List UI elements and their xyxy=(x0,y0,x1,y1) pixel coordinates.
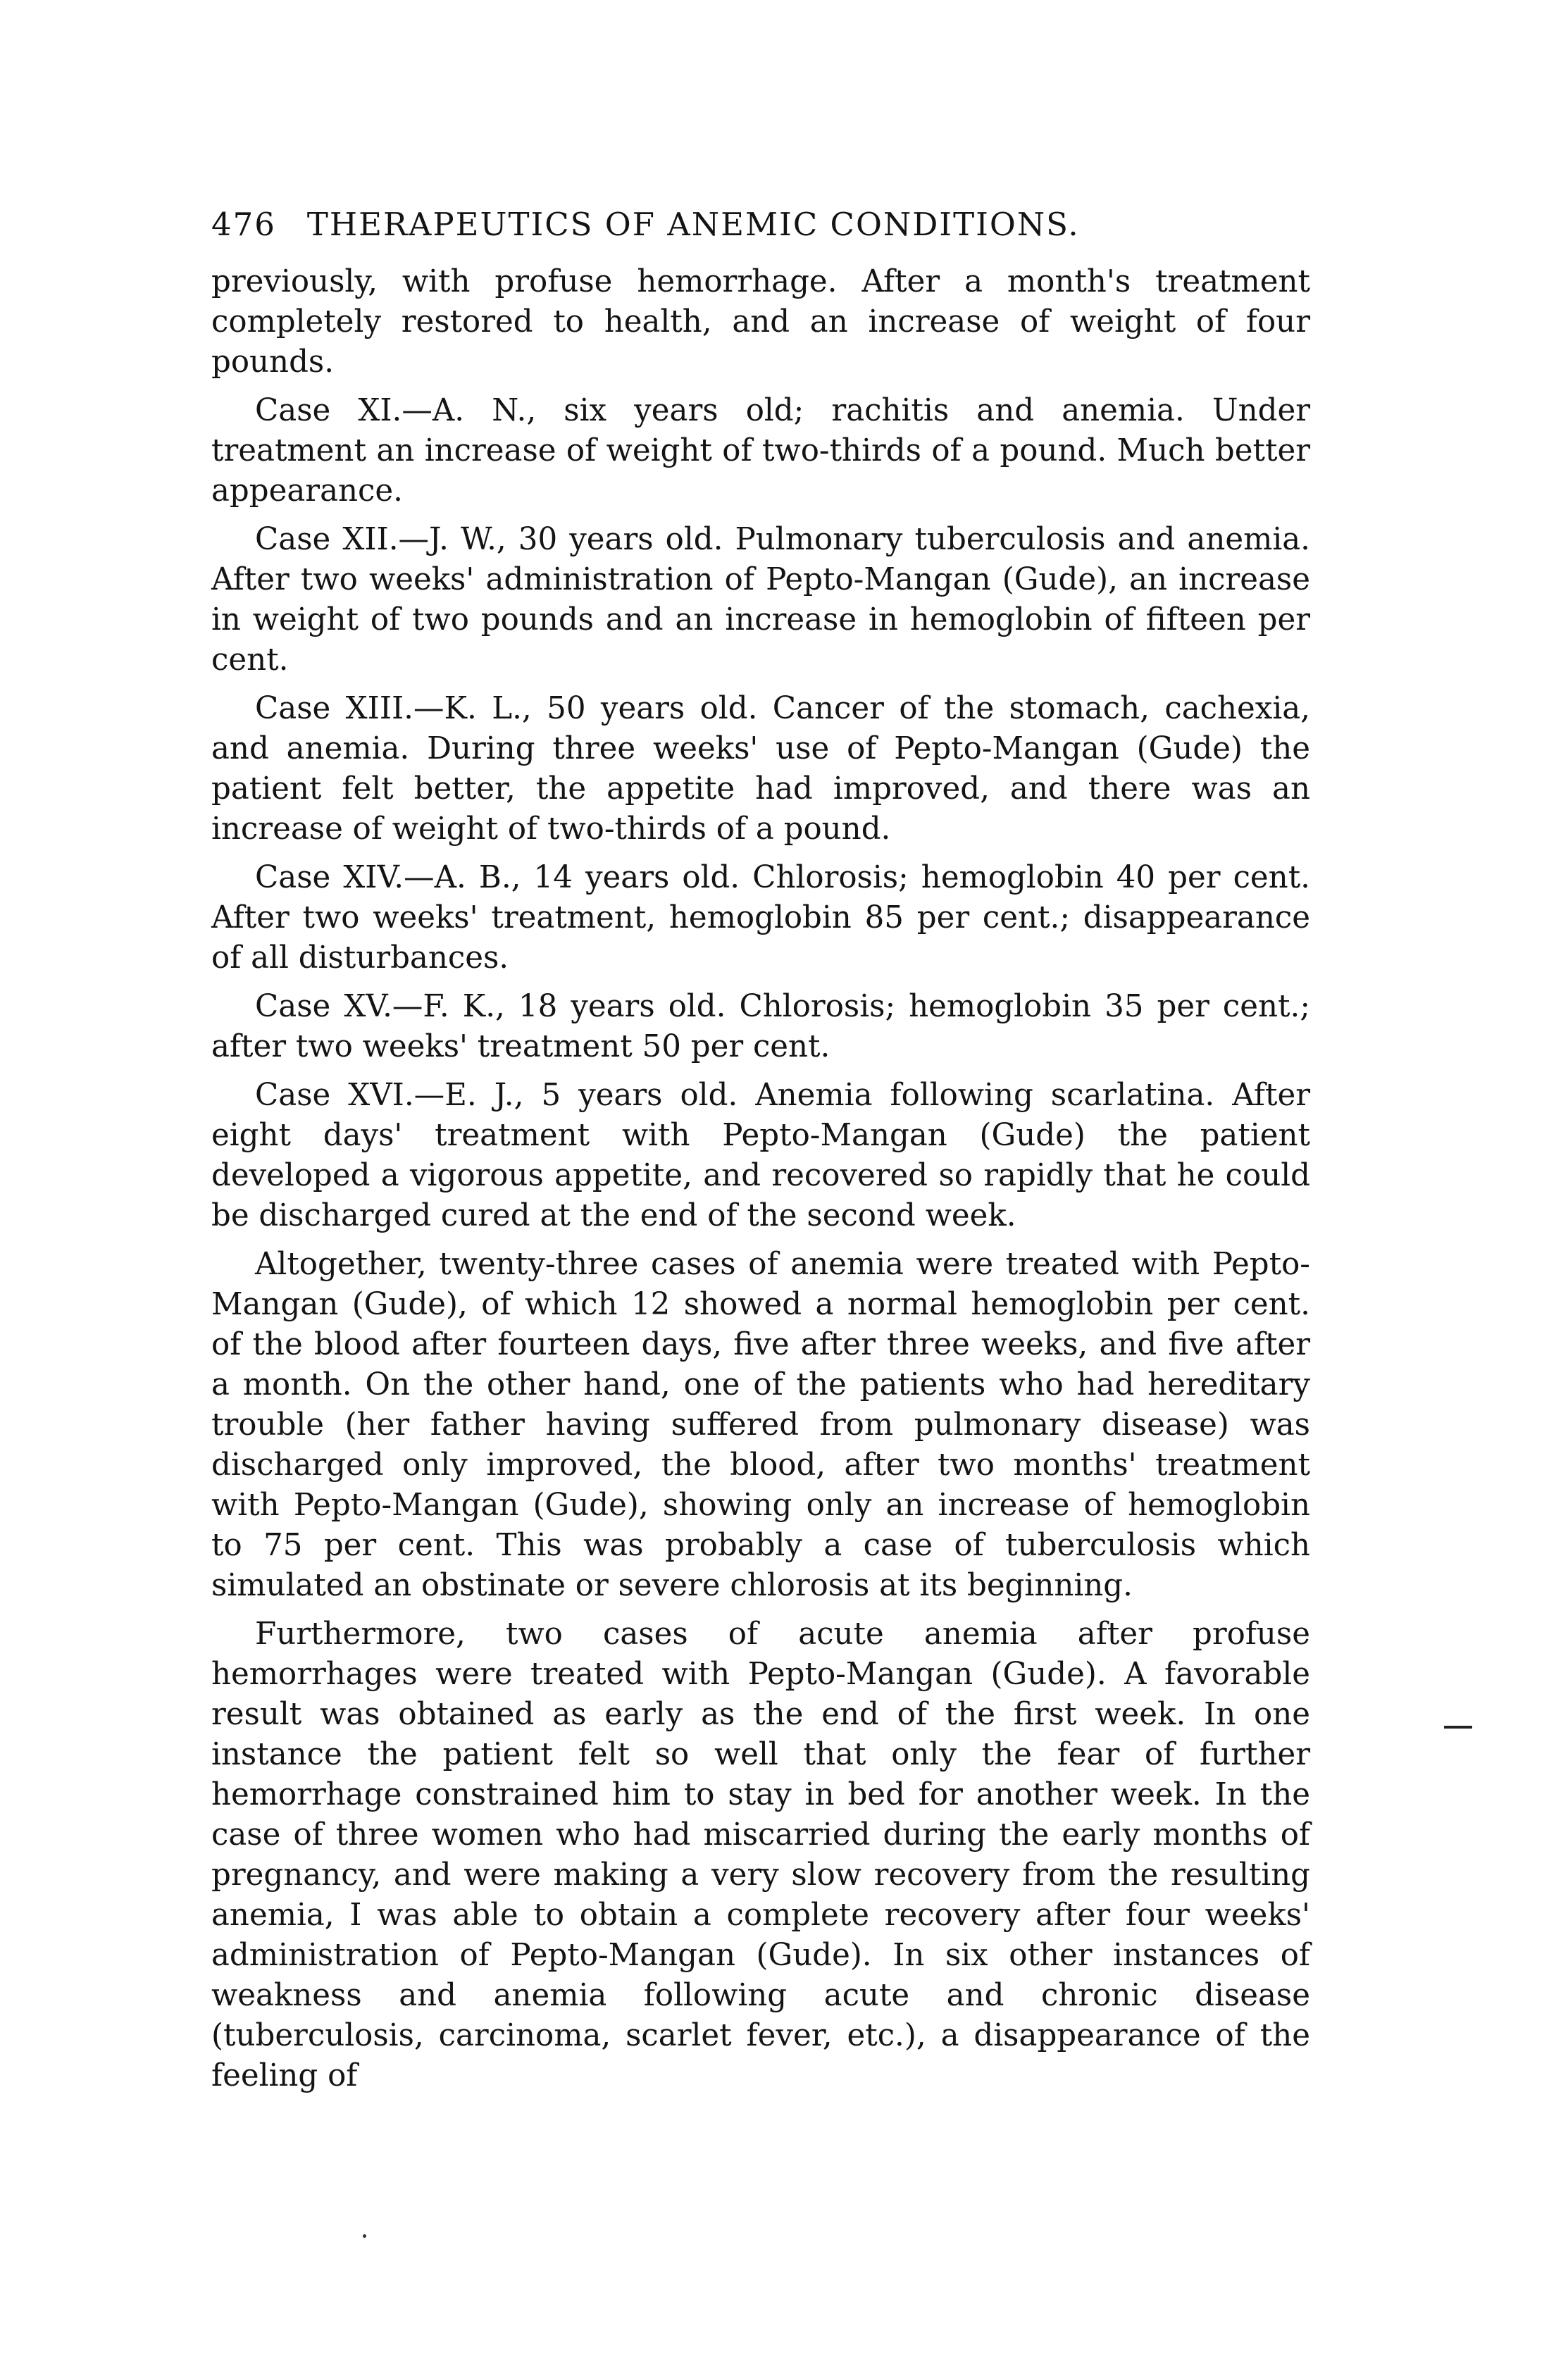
page-speck xyxy=(363,2234,366,2238)
paragraph-continuation: previously, with profuse hemorrhage. After a month's treatment completely restored to health, and an increase of weight of four pounds. xyxy=(211,264,1310,380)
paragraph-case-xiv: Case XIV.—A. B., 14 years old. Chlorosis; hemoglobin 40 per cent. After two weeks' treatment, hemoglobin 85 per cent.; disappearance of all disturbances. xyxy=(211,860,1310,976)
margin-mark xyxy=(1444,1726,1472,1729)
running-title: THERAPEUTICS OF ANEMIC CONDITIONS. xyxy=(306,206,1080,243)
paragraph-case-xi: Case XI.—A. N., six years old; rachitis and anemia. Under treatment an increase of weight of two-thirds of a pound. Much better appearance. xyxy=(211,393,1310,509)
paragraph-case-xiii: Case XIII.—K. L., 50 years old. Cancer of the stomach, cachexia, and anemia. During three weeks' use of Pepto-Mangan (Gude) the patient felt better, the appetite had improved, and there was an increase of weight of two-thirds of a pound. xyxy=(211,691,1310,847)
paragraph-case-xv: Case XV.—F. K., 18 years old. Chlorosis; hemoglobin 35 per cent.; after two weeks' treatment 50 per cent. xyxy=(211,989,1310,1064)
body-text xyxy=(211,262,1310,2105)
page-number: 476 xyxy=(211,206,276,243)
running-header xyxy=(211,206,1310,243)
paragraph-case-xvi: Case XVI.—E. J., 5 years old. Anemia following scarlatina. After eight days' treatment with Pepto-Mangan (Gude) the patient developed a vigorous appetite, and recovered so rapidly that he could be discharged cured at the end of the second week. xyxy=(211,1078,1310,1233)
paragraph-case-xii: Case XII.—J. W., 30 years old. Pulmonary tuberculosis and anemia. After two weeks' administration of Pepto-Mangan (Gude), an increase in weight of two pounds and an increase in hemoglobin of fifteen per cent. xyxy=(211,522,1310,678)
paragraph-summary: Altogether, twenty-three cases of anemia were treated with Pepto-Mangan (Gude), of which 12 showed a normal hemoglobin per cent. of the blood after fourteen days, five after three weeks, and five after a month. On the other hand, one of the patients who had hereditary trouble (her father having suffered from pulmonary disease) was discharged only improved, the blood, after two months' treatment with Pepto-Mangan (Gude), showing only an increase of hemoglobin to 75 per cent. This was probably a case of tuberculosis which simulated an obstinate or severe chlorosis at its beginning. xyxy=(211,1247,1310,1603)
paragraph-furthermore: Furthermore, two cases of acute anemia after profuse hemorrhages were treated with Pepto-Mangan (Gude). A favorable result was obtained as early as the end of the first week. In one instance the patient felt so well that only the fear of further hemorrhage constrained him to stay in bed for another week. In the case of three women who had miscarried during the early months of pregnancy, and were making a very slow recovery from the resulting anemia, I was able to obtain a complete recovery after four weeks' administration of Pepto-Mangan (Gude). In six other instances of weakness and anemia following acute and chronic disease (tuberculosis, carcinoma, scarlet fever, etc.), a disappearance of the feeling of xyxy=(211,1617,1310,2093)
